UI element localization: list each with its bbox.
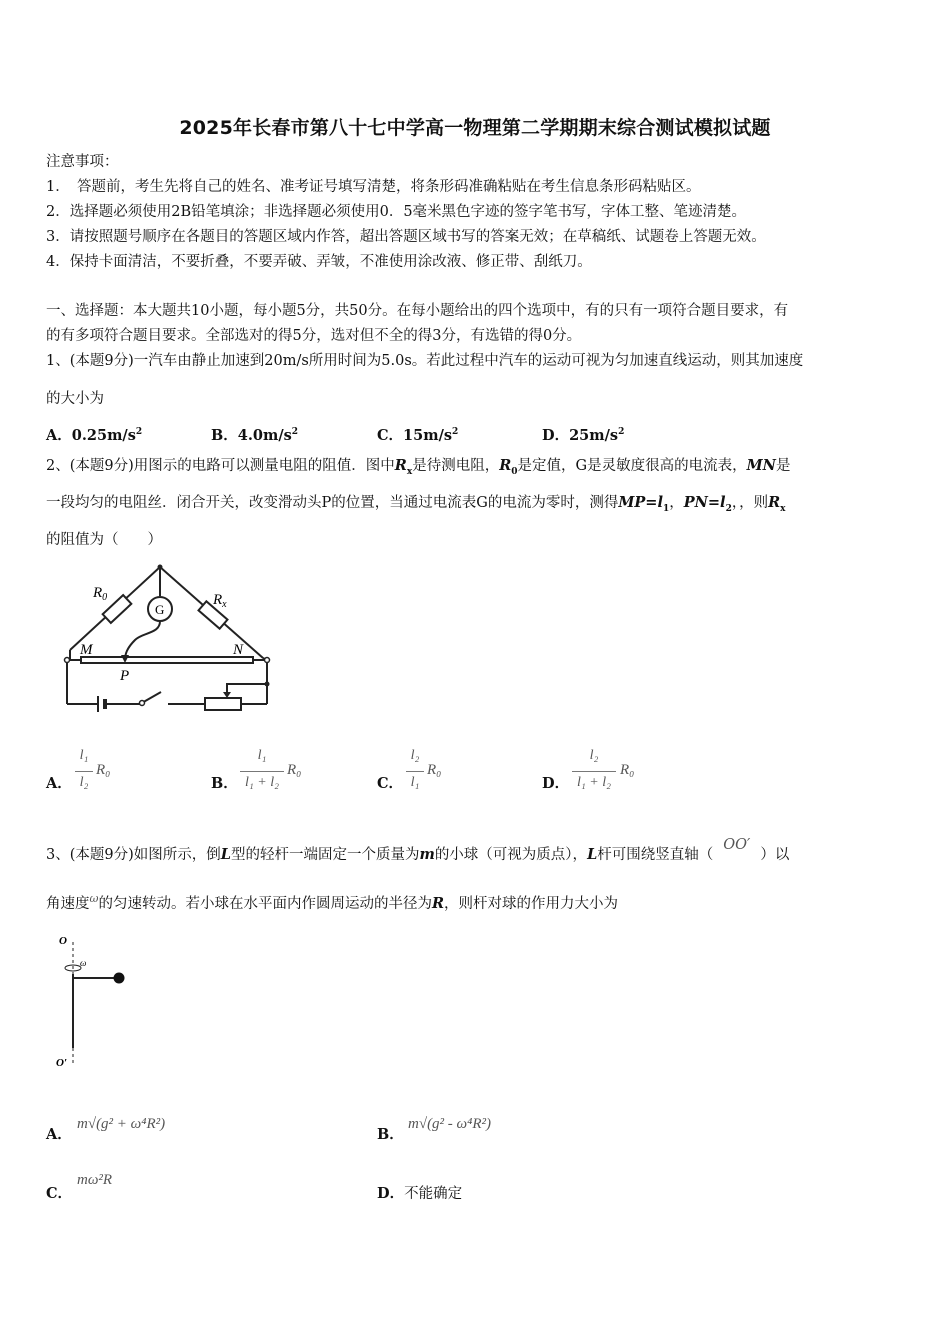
switch-contact [140, 701, 145, 706]
q2-text: 是 [775, 458, 791, 474]
q2-option-d-label[interactable]: D． [542, 775, 570, 792]
q3-m: m [419, 846, 435, 863]
q2-rx-sub: x [780, 503, 786, 514]
q1-option-a[interactable] [46, 422, 142, 446]
q1-option-b-value: 4.0m/s [237, 426, 292, 444]
q2-stem-line-3: 的阻值为（ ） [46, 532, 162, 548]
q2-stem-line-1 [46, 456, 908, 482]
q3-l: L [587, 846, 598, 863]
q2-text: ， [669, 495, 684, 511]
q3-omega: ω [89, 892, 99, 905]
q2-option-d-fraction [572, 748, 616, 796]
label-r0-sub: 0 [102, 592, 108, 603]
q2-option-a-num: l₁ [79, 748, 89, 763]
fraction-bar [406, 771, 424, 772]
rheostat [205, 698, 241, 710]
q3-text: 型的轻杆一端固定一个质量为 [230, 847, 420, 863]
fraction-bar [572, 771, 616, 772]
q1-option-c-label: C． [377, 426, 404, 444]
q3-stem-line-2 [46, 894, 908, 915]
q1-option-b[interactable] [211, 422, 298, 446]
page-title: 2025年长春市第八十七中学高一物理第二学期期末综合测试模拟试题 [179, 117, 771, 139]
label-o-top: O [59, 935, 67, 947]
label-omega: ω [80, 958, 87, 968]
q1-option-c-value: 15m/s [403, 426, 453, 444]
q1-option-d[interactable] [542, 422, 624, 446]
q2-option-c-num: l₂ [410, 748, 420, 763]
q3-r: R [431, 895, 445, 912]
q1-option-d-label: D． [542, 426, 570, 444]
q2-option-d-num: l₂ [589, 748, 599, 763]
fraction-bar [240, 771, 284, 772]
label-r0 [92, 585, 107, 603]
q2-option-a-label[interactable]: A． [46, 775, 72, 792]
q1-stem-line-2: 的大小为 [46, 391, 104, 407]
q2-r0-sub: 0 [511, 466, 518, 477]
q3-stem-line-1 [46, 837, 908, 865]
q1-option-a-sup: 2 [135, 427, 143, 437]
label-n: N [233, 642, 244, 658]
fraction-bar [75, 771, 93, 772]
q1-option-d-sup: 2 [618, 427, 625, 437]
q2-text: ，，则 [731, 495, 769, 511]
q3-option-d[interactable] [377, 1184, 462, 1204]
q2-option-c-fraction [406, 748, 424, 796]
q2-option-b-fraction [240, 748, 284, 796]
q1-option-c[interactable] [377, 422, 458, 446]
q2-option-c-tail: R₀ [427, 762, 442, 778]
notice-heading: 注意事项： [46, 154, 119, 170]
rheostat-slider-wire [227, 684, 267, 694]
label-g: G [155, 602, 165, 617]
q1-option-d-value: 25m/s [569, 426, 619, 444]
ball [114, 973, 125, 984]
section-intro-line-2: 的有多项符合题目要求。全部选对的得5分，选对但不全的得3分，有选错的得0分。 [46, 328, 582, 344]
section-intro-line-1: 一、选择题：本大题共10小题，每小题5分，共50分。在每小题给出的四个选项中，有的只有一项符合题目要求，有 [46, 303, 789, 319]
q2-mp: MP=l [618, 494, 663, 511]
q2-text: 是待测电阻， [412, 458, 500, 474]
q2-option-d-den: l₁ + l₂ [577, 775, 611, 790]
q2-text: 是定值，G是灵敏度很高的电流表， [517, 458, 747, 474]
q2-stem-line-2 [46, 493, 908, 519]
q2-option-c-label[interactable]: C． [377, 775, 404, 792]
q1-option-a-label: A． [46, 426, 72, 444]
q3-text: 3、(本题9分)如图所示，倒 [46, 847, 221, 863]
q2-mp-sub: 1 [662, 503, 670, 514]
label-rx-main: R [213, 592, 223, 608]
q2-option-a-den: l₂ [79, 775, 89, 790]
q3-option-c-label[interactable]: C． [46, 1185, 73, 1202]
wire-g-slider [125, 621, 160, 660]
q2-rx: R [768, 494, 781, 511]
q2-option-b-num: l₁ [257, 748, 267, 763]
q3-option-b-label[interactable]: B． [377, 1126, 404, 1143]
label-rx [212, 592, 227, 610]
rod-diagram [50, 930, 140, 1070]
label-o-bottom: O′ [56, 1057, 68, 1069]
label-m: M [80, 642, 93, 658]
label-r0-main: R [93, 585, 103, 601]
label-p: P [120, 668, 130, 684]
q3-text: 的小球（可视为质点）， [434, 847, 588, 863]
q3-option-b-formula: m√(g² - ω⁴R²) [408, 1116, 492, 1132]
q3-text: 角速度 [46, 896, 90, 912]
q3-axis: OO′ [723, 837, 751, 853]
q2-option-a-tail: R₀ [96, 762, 111, 778]
notice-item-2: 2．选择题必须使用2B铅笔填涂；非选择题必须使用0．5毫米黑色字迹的签字笔书写，字体工整、笔迹清楚。 [46, 204, 747, 220]
q2-option-b-tail: R₀ [287, 762, 302, 778]
q3-text: 杆可围绕竖直轴（ [597, 847, 714, 863]
q1-option-a-value: 0.25m/s [71, 426, 136, 444]
q2-rx: R [394, 457, 407, 474]
q3-option-d-label: D． [377, 1185, 405, 1202]
q1-option-b-label: B． [211, 426, 238, 444]
q2-option-b-den: l₁ + l₂ [245, 775, 279, 790]
q1-stem-line-1: 1、(本题9分)一汽车由静止加速到20m/s所用时间为5.0s。若此过程中汽车的运动可视为匀加速直线运动，则其加速度 [46, 353, 804, 369]
q3-text: 的匀速转动。若小球在水平面内作圆周运动的半径为 [98, 896, 432, 912]
q2-rx-sub: x [406, 466, 413, 477]
q2-mn: MN [746, 457, 776, 474]
q2-option-a-fraction [75, 748, 93, 796]
q2-pn-sub: 2 [725, 503, 732, 514]
q2-option-b-label[interactable]: B． [211, 775, 238, 792]
q1-option-c-sup: 2 [452, 427, 459, 437]
q2-pn: PN=l [683, 494, 726, 511]
notice-item-3: 3．请按照题号顺序在各题目的答题区域内作答，超出答题区域书写的答案无效；在草稿纸、试题卷上答题无效。 [46, 229, 766, 245]
junction-right [265, 682, 270, 687]
q3-option-c-formula: mω²R [77, 1172, 113, 1188]
q3-option-d-text: 不能确定 [404, 1186, 463, 1202]
label-rx-sub: x [222, 599, 227, 610]
q2-option-d-tail: R₀ [620, 762, 635, 778]
q3-option-a-formula: m√(g² + ω⁴R²) [77, 1116, 166, 1132]
terminal-m [65, 658, 70, 663]
junction-top [158, 565, 163, 570]
q3-option-a-label[interactable]: A． [46, 1126, 72, 1143]
q3-text: ，则杆对球的作用力大小为 [444, 896, 619, 912]
terminal-n [265, 658, 270, 663]
q3-l: L [220, 846, 231, 863]
notice-item-1: 1． 答题前，考生先将自己的姓名、准考证号填写清楚，将条形码准确粘贴在考生信息条形码粘贴区。 [46, 179, 701, 195]
q1-option-b-sup: 2 [291, 427, 299, 437]
q3-text: ）以 [760, 847, 790, 863]
resistance-wire-mn [81, 657, 253, 663]
circuit-diagram [55, 562, 275, 722]
q2-text: 一段均匀的电阻丝．闭合开关，改变滑动头P的位置，当通过电流表G的电流为零时，测得 [46, 495, 619, 511]
notice-item-4: 4．保持卡面清洁，不要折叠，不要弄破、弄皱，不准使用涂改液、修正带、刮纸刀。 [46, 254, 592, 270]
q2-option-c-den: l₁ [410, 775, 420, 790]
q2-r0: R [499, 457, 512, 474]
q2-text: 2、(本题9分)用图示的电路可以测量电阻的阻值．图中 [46, 458, 395, 474]
